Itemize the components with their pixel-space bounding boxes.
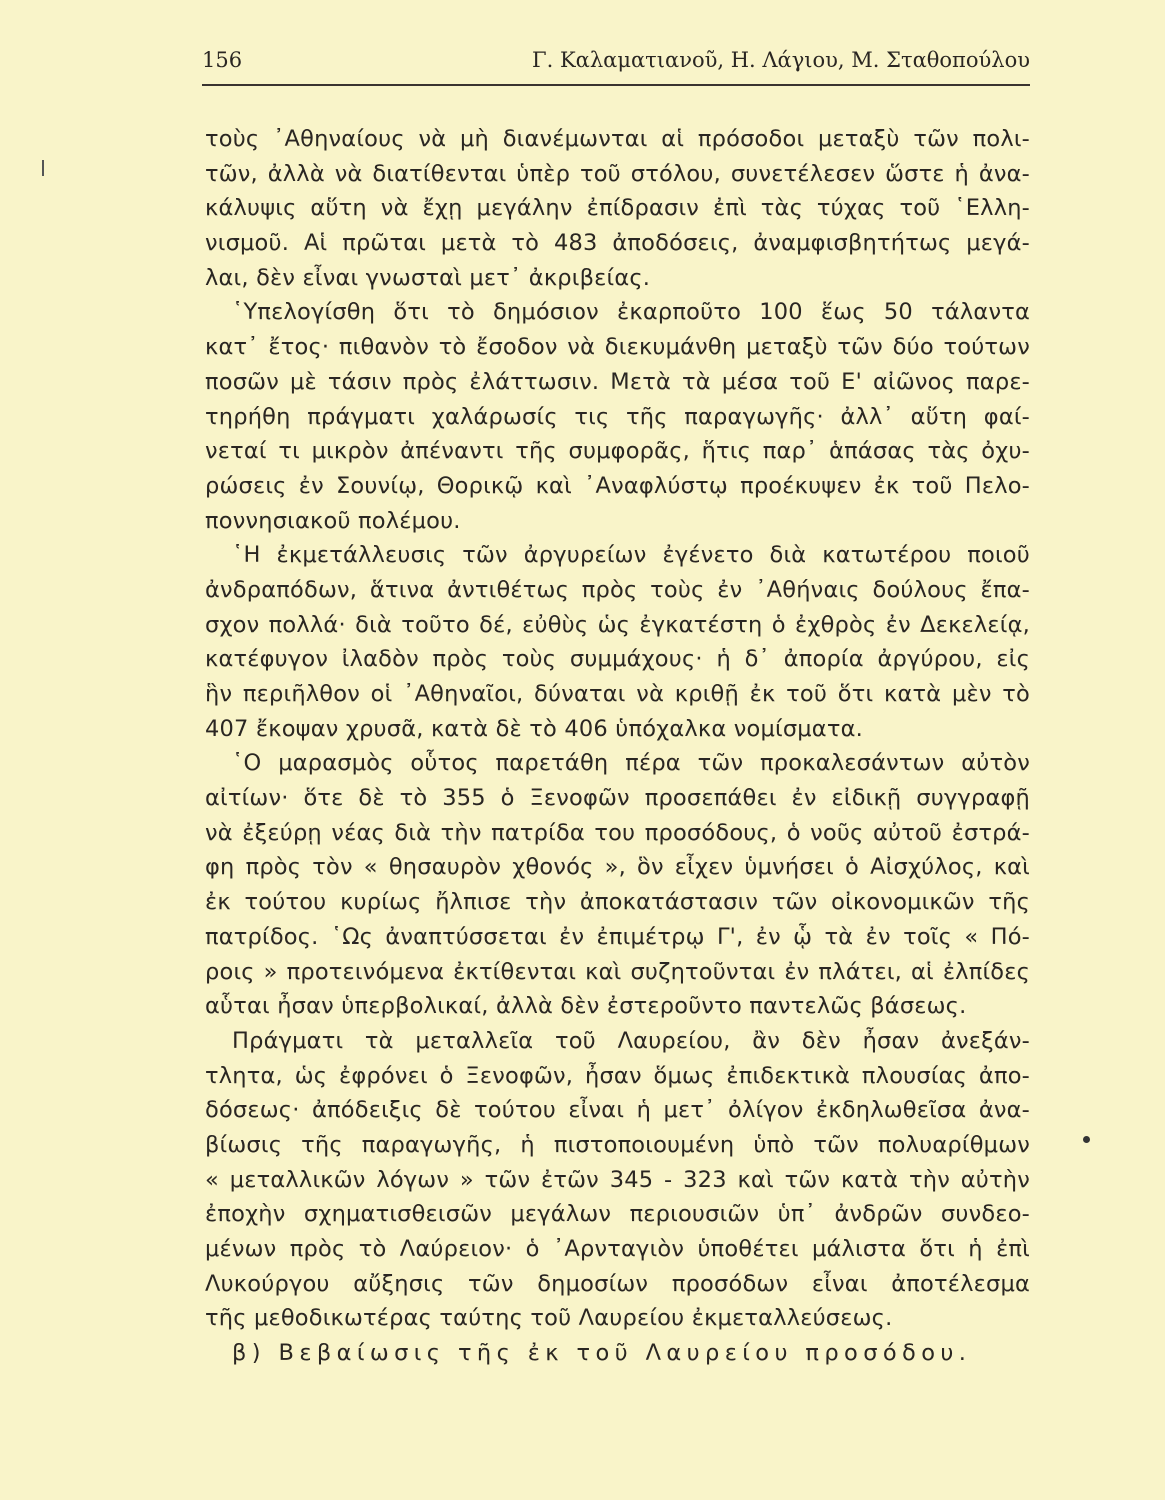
text-line: « μεταλλικῶν λόγων » τῶν ἐτῶν 345 - 323 καὶ τῶν κατὰ τὴν αὐτὴν <box>205 1166 1030 1193</box>
text-line: νὰ ἐξεύρῃ νέας διὰ τὴν πατρίδα του προσόδους, ὁ νοῦς αὐτοῦ ἐστρά- <box>205 819 1030 846</box>
paragraph <box>205 1024 1030 1336</box>
text-line: κατέφυγον ἰλαδὸν πρὸς τοὺς συμμάχους· ἡ δ᾿ ἀπορία ἀργύρου, εἰς <box>205 646 1030 673</box>
text-line: τοὺς ᾿Αθηναίους νὰ μὴ διανέμωνται αἱ πρόσοδοι μεταξὺ τῶν πολι- <box>205 126 1030 152</box>
text-line: κάλυψις αὕτη νὰ ἔχῃ μεγάλην ἐπίδρασιν ἐπὶ τὰς τύχας τοῦ ῾Ελλη- <box>205 195 1030 222</box>
text-line: Πράγματι τὰ μεταλλεῖα τοῦ Λαυρείου, ἂν δὲν ἦσαν ἀνεξάν- <box>232 1027 1030 1054</box>
text-line: τλητα, ὡς ἐφρόνει ὁ Ξενοφῶν, ἦσαν ὅμως ἐπιδεκτικὰ πλουσίας ἀπο- <box>205 1062 1030 1089</box>
text-line: τηρήθη πράγματι χαλάρωσίς τις τῆς παραγωγῆς· ἀλλ᾿ αὕτη φαί- <box>205 403 1030 430</box>
body-text <box>205 122 1030 1371</box>
text-line: αὗται ἦσαν ὑπερβολικαί, ἀλλὰ δὲν ἐστεροῦντο παντελῶς βάσεως. <box>205 993 967 1020</box>
text-line: φη πρὸς τὸν « θησαυρὸν χθονός », ὃν εἶχεν ὑμνήσει ὁ Αἰσχύλος, καὶ <box>205 854 1030 881</box>
text-line: πατρίδος. ῾Ως ἀναπτύσσεται ἐν ἐπιμέτρῳ Γ', ἐν ᾧ τὰ ἐν τοῖς « Πό- <box>205 923 1030 950</box>
paragraph <box>205 538 1030 746</box>
text-line: ῾Η ἐκμετάλλευσις τῶν ἀργυρείων ἐγένετο διὰ κατωτέρου ποιοῦ <box>232 542 1030 569</box>
text-line: λαι, δὲν εἶναι γνωσταὶ μετ᾿ ἀκριβείας. <box>205 264 651 291</box>
page-header <box>202 44 1030 86</box>
text-line: ἣν περιῆλθον οἱ ᾿Αθηναῖοι, δύναται νὰ κριθῇ ἐκ τοῦ ὅτι κατὰ μὲν τὸ <box>205 681 1030 707</box>
text-line: ρώσεις ἐν Σουνίῳ, Θορικῷ καὶ ᾿Αναφλύστῳ προέκυψεν ἐκ τοῦ Πελο- <box>205 472 1030 499</box>
section-heading: β) Βεβαίωσις τῆς ἐκ τοῦ Λαυρείου προσόδου. <box>232 1340 972 1367</box>
text-line: ῾Ο μαρασμὸς οὗτος παρετάθη πέρα τῶν προκαλεσάντων αὐτὸν <box>232 750 1030 777</box>
text-line: 407 ἔκοψαν χρυσᾶ, κατὰ δὲ τὸ 406 ὑπόχαλκα νομίσματα. <box>205 715 863 742</box>
text-line: Λυκούργου αὔξησις τῶν δημοσίων προσόδων εἶναι ἀποτέλεσμα <box>205 1270 1030 1297</box>
margin-dot <box>1083 1136 1090 1143</box>
page-number: 156 <box>202 48 243 72</box>
paragraph <box>205 295 1030 538</box>
text-line: βίωσις τῆς παραγωγῆς, ἡ πιστοποιουμένη ὑπὸ τῶν πολυαρίθμων <box>205 1131 1030 1158</box>
text-line: ποσῶν μὲ τάσιν πρὸς ἐλάττωσιν. Μετὰ τὰ μέσα τοῦ Ε' αἰῶνος παρε- <box>205 368 1030 395</box>
paragraph <box>205 746 1030 1024</box>
running-title: Γ. Καλαματιανοῦ, Η. Λάγιου, Μ. Σταθοπούλου <box>532 48 1030 72</box>
text-line: σχον πολλά· διὰ τοῦτο δέ, εὐθὺς ὡς ἐγκατέστη ὁ ἐχθρὸς ἐν Δεκελείᾳ, <box>205 611 1030 638</box>
text-line: ἀνδραπόδων, ἅτινα ἀντιθέτως πρὸς τοὺς ἐν ᾿Αθήναις δούλους ἔπα- <box>205 576 1030 603</box>
margin-mark <box>42 160 44 176</box>
text-line: νεταί τι μικρὸν ἀπέναντι τῆς συμφορᾶς, ἥτις παρ᾿ ἁπάσας τὰς ὀχυ- <box>205 438 1030 465</box>
text-line: αἰτίων· ὅτε δὲ τὸ 355 ὁ Ξενοφῶν προσεπάθει ἐν εἰδικῇ συγγραφῇ <box>205 785 1030 812</box>
text-line: τῆς μεθοδικωτέρας ταύτης τοῦ Λαυρείου ἐκμεταλλεύσεως. <box>205 1305 893 1332</box>
text-line: κατ᾿ ἔτος· πιθανὸν τὸ ἔσοδον νὰ διεκυμάνθη μεταξὺ τῶν δύο τούτων <box>205 334 1030 361</box>
text-line: ροις » προτεινόμενα ἐκτίθενται καὶ συζητοῦνται ἐν πλάτει, αἱ ἐλπίδες <box>205 958 1030 985</box>
text-line: νισμοῦ. Αἱ πρῶται μετὰ τὸ 483 ἀποδόσεις, ἀναμφισβητήτως μεγά- <box>205 230 1030 257</box>
text-line: μένων πρὸς τὸ Λαύρειον· ὁ ᾿Αρνταγιὸν ὑποθέτει μάλιστα ὅτι ἡ ἐπὶ <box>205 1236 1030 1262</box>
text-line: ἐκ τούτου κυρίως ἤλπισε τὴν ἀποκατάστασιν τῶν οἰκονομικῶν τῆς <box>205 889 1030 916</box>
text-line: ποννησιακοῦ πολέμου. <box>205 507 461 534</box>
text-line: τῶν, ἀλλὰ νὰ διατίθενται ὑπὲρ τοῦ στόλου, συνετέλεσεν ὥστε ἡ ἀνα- <box>205 160 1030 187</box>
text-line: δόσεως· ἀπόδειξις δὲ τούτου εἶναι ἡ μετ᾿ ὀλίγον ἐκδηλωθεῖσα ἀνα- <box>205 1097 1030 1124</box>
paragraph <box>205 122 1030 295</box>
text-line: ῾Υπελογίσθη ὅτι τὸ δημόσιον ἐκαρποῦτο 100 ἕως 50 τάλαντα <box>232 299 1030 326</box>
text-line: ἐποχὴν σχηματισθεισῶν μεγάλων περιουσιῶν ὑπ᾿ ἀνδρῶν συνδεο- <box>205 1201 1030 1228</box>
